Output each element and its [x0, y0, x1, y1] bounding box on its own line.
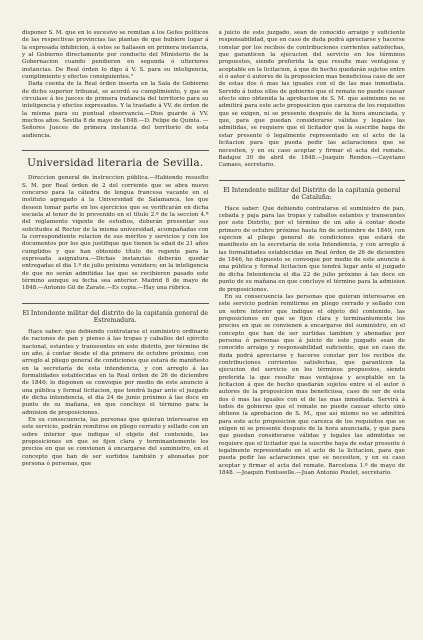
- section-divider: [22, 303, 209, 304]
- right-column: [219, 30, 406, 632]
- article-paragraph: á juicio de este juzgado, sean de conocido arraigo y suficiente responsabilidad, que en caso de duda podrá apreciarse y hacerse constar por los recibos de contribuciones corrientes satisfechas, que garanticen la ejecucion del servicio en los términos propuestos, siendo preferida la que resulte mas ventajosa y aceptable en la licitacion, á que de hecho quedarán sujetos entre sí ó autor ó autores de la proposicion mas beneficiosa caso de ser de estas dos ó mas las iguales con el de las mas inmediata. Servido á todos ellos de gobierno que el remate no puede causar efecto sino obtenida la aprobacion de S. M. que asimismo no se admitirá para este acto proposicion que carezca de los requisitos que se exigen, ni se presente después de la hora anunciada, y que, para que puedan considerarse válidas y legales las admitidas, se requiere que el licitador que la suscribe haga de estar presente ó legalmente representado en el acto de la licitacion para que pueda pedir las aclaraciones que se necesiten, y en su caso aceptar y firmar el acta del remate. Badajoz 30 de abril de 1848.—Joaquin Rendon.—Cayetano Camaes, secretario.: [218, 30, 405, 169]
- article-paragraph: En su consecuencia las personas que quieran interesarse en este servicio podrán remitirme en pliego cerrado y sellado con un sobre interior que indique el objeto del contenido, las proposiciones en que se fijen clara y terminantemente los precios en que se convienen a encargarse del suministro, en el concepto que han de ser surtidas tambien y abonadas por persona ó personas que á juicio de este juzgado sean de conocido arraigo y responsabilidad suficiente, que en caso de duda podrá apreciarse y hacerse constar por los recibos de contribuciones corrientes satisfechas, que garanticen la ejecucion del servicio en los términos propuestos, siendo preferida la que resulte mas ventajosa y aceptable en la licitacion á que de hecho quedarán sujetos entre sí el autor ó autores de la proposicion mas beneficiosa, caso de ser de esta dos ó mas las iguales con el de las mas inmediata. Servirá á todos de gobierno que el remate no puede causar efecto sino obtiene la aprobacion de S. M., que así mismo no se admitirá para este acto proposicion que carezca de los requisitos que se exigen ni se presente después de la hora anunciada, y que para que puedan considerarse válidas y legales las admitidas se requiere que el licitador que la suscribe haya de estar presente ó legalmente representado en el acto de la licitacion, para que pueda pedir las aclaraciones que se necesiten, y en su caso aceptar y firmar el acta del remate. Barcelona 1.º de mayo de 1848. —Joaquin Fontseelle.—Juan Antonio Poulet, secretario.: [218, 293, 405, 477]
- section-title: Universidad literaria de Sevilla.: [27, 157, 204, 170]
- article-paragraph: Hace saber: que debiendo contratarse el suministro ordinario de raciones de pan y pienso á las tropas y caballos del ejército nacional, estantes y transeuntes en este distrito, por término de un año, á contar desde el dia primero de octubre próximo, con arreglo al pliego general de condiciones que estará de manifiesto en la secretaría de esta intendencia, y con arreglo á las formalidades establecidas en la Real órden de 26 de diciembre de 1846; lo disponen se convoque por medio de este anuncio á una pública y formal licitacion, que tendrá lugar ante el juzgado de dicha intendencia, el dia 24 de junio próximo á las doce en punto de su mañana, en que concluye el término para la admision de proposiciones.: [22, 328, 209, 416]
- notice-heading: El Intendente militar del distrito de la capitanía general de Estremadura.: [22, 309, 209, 325]
- notice-heading: El Intendente militar del Distrito de la capitanía general de Cataluña:: [223, 186, 401, 202]
- section-divider: [219, 180, 406, 181]
- section-divider: [22, 150, 209, 151]
- article-paragraph: disponer S. M. que en lo sucesivo se remitan á los Gefes políticos de las respectivas provincias las plantas de que hubiere lugar á la expresada inhibicion, á estos se hallasen en primera instancia, y al Gobierno directamente por conducto del Ministerio de la Gobernacion cuando pendieren en segunda ó ulteriores instancias. De Real órden lo digo á V. S. para su inteligencia, cumplimiento y efectos consiguientes.": [22, 30, 209, 81]
- article-paragraph: Dada cuenta de la Real órden inserta en la Sala de Gobierno de dicho superior tribunal, se acordó su cumplimiento, y que se circulase á los jueces de primera instancia del territorio para su inteligencia y efectos expresados. Y la traslado á VV. de órden de la misma para su puntual observancia.—Dios guarde á VV. muchos años. Sevilla 8 de mayo de 1848.—D. Felipe de Quinta. —Señores Jueces de primera instancia del territorio de esta audiencia.: [22, 81, 209, 139]
- article-paragraph: Direccion general de instruccion pública.—Habiendo resuelto S. M. por Real órden de 2 del corriente que se abra nuevo concurso para la cátedra de lengua francesa vacante en el instituto agregado á la Universidad de Salamanca, los que deseen tomar parte en los ejercicios que se verificarán en dicha escuela al tenor de lo prevenido en el título 2.º de la seccion 4.ª del reglamento vigente de estudios, deberán presentar sus solicitudes al Rector de la misma universidad, acompañadas con la correspondiente relacion de sus méritos y servicios y con los documentos por los que justifique que tienen la edad de 21 años cumplidos y que han obtenido título de regente para la expresada asignatura.—Dichas instancias deberán quedar entregadas el dia 1.º de julio próximo venidero; en la inteligencia de que no serán admitidas las que se recibieren pasado este término aunque su fecha sea anterior. Madrid 8 de mayo de 1848.—Antonio Gil de Zarate.—Es copia.—Hay una rúbrica.: [22, 175, 209, 292]
- article-paragraph: En su consecuencia, las personas que quieran interesarse en este servicio, podrán remitirse en pliego cerrado y sellado con un sobre interior que indique el objeto del contenido, las proposiciones en que se fijen clara y terminantemente los precios en que se convienen á encargarse del suministro, en el concepto que han de ser surtidos también y abonadas por persona ó personas, que: [22, 416, 209, 468]
- left-column: [22, 30, 209, 632]
- article-paragraph: Hace saber: Que debiendo contratarse el suministro de pan, cebada y paja para las tropas y caballos estantes y transeuntes por este Distrito, por el término de un año á contar desde primero de octubre próximo hasta fin de setiembre de 1849, con sujecion al pliego general de condiciones que estará de manifiesto en la secretaría de esta Intendencia, y con arreglo á las formalidades establecidas en Real órden de 26 de diciembre de 1846, he dispuesto se convoque por medio de este anuncio á una pública y formal licitacion que tendrá lugar ante el juzgado de dicha Intendencia el dia 22 de julio próximo á las doce en punto de su mañana en que concluye el término para la admision de proposiciones.: [218, 205, 405, 293]
